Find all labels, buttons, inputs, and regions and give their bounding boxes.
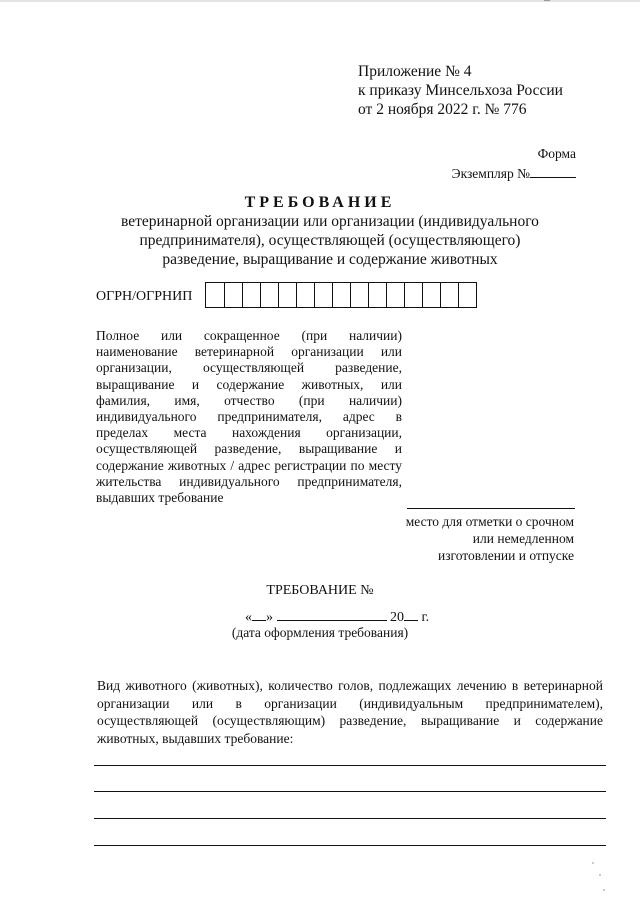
scan-speck: [599, 874, 601, 876]
year-prefix: 20: [390, 610, 404, 625]
scan-speck: [592, 862, 594, 864]
animals-caption: Вид животного (животных), количество голов, подлежащих лечению в ветеринарной организации или в организации (индивидуальным предпринимателем), осуществляющей (осуществляющим) разведение, выращивание и содержание животных, выдавших требование:: [97, 678, 603, 746]
date-open-quote: «: [245, 610, 252, 625]
appendix-number: Приложение № 4: [358, 63, 472, 80]
ogrn-digit-cell[interactable]: [440, 283, 458, 307]
scan-mark: [544, 0, 550, 1]
document-title: ТРЕБОВАНИЕ: [244, 194, 396, 211]
scan-speck: [603, 889, 605, 891]
ogrn-digit-cell[interactable]: [404, 283, 422, 307]
ogrn-digit-cell[interactable]: [422, 283, 440, 307]
copy-number-field: [452, 165, 576, 182]
ogrn-digit-cell[interactable]: [350, 283, 368, 307]
ogrn-input-boxes[interactable]: [205, 282, 477, 308]
urgent-mark-caption: [400, 513, 574, 564]
org-name-caption: Полное или сокращенное (при наличии) наименование ветеринарной организации или организации, осуществляющей разведение, выращивание и содержание животных, или фамилия, имя, отчество (при наличии) индивидуального предпринимателя, адрес в пределах места нахождения организации, осуществляющей разведение, выращивание и содержание животных / адрес регистрации по месту жительства индивидуального предпринимателя, выдавших требование: [96, 328, 402, 506]
fill-line-1[interactable]: [94, 765, 606, 766]
form-label: Форма: [537, 146, 576, 161]
ogrn-digit-cell[interactable]: [458, 283, 476, 307]
ogrn-digit-cell[interactable]: [278, 283, 296, 307]
ogrn-digit-cell[interactable]: [224, 283, 242, 307]
urgent-mark-line[interactable]: [407, 508, 575, 509]
appendix-order-ref: к приказу Минсельхоза России: [358, 82, 563, 99]
urgent-mark-line2: или немедленном: [472, 531, 574, 546]
urgent-mark-line3: изготовлении и отпуске: [437, 548, 574, 563]
date-field: [245, 608, 429, 626]
fill-line-3[interactable]: [94, 818, 606, 819]
ogrn-digit-cell[interactable]: [260, 283, 278, 307]
ogrn-digit-cell[interactable]: [242, 283, 260, 307]
fill-line-4[interactable]: [94, 845, 606, 846]
requirement-number-heading: ТРЕБОВАНИЕ №: [266, 583, 374, 598]
copy-number-label: Экземпляр №: [451, 166, 530, 181]
day-blank[interactable]: [252, 608, 266, 621]
urgent-mark-line1: место для отметки о срочном: [405, 514, 574, 529]
document-subtitle: ветеринарной организации или организации (индивидуального предпринимателя), осуществляющей (осуществляющего) разведение, выращивание и содержание животных: [121, 213, 539, 268]
date-caption: (дата оформления требования): [231, 625, 409, 640]
date-close-quote: »: [266, 610, 273, 625]
year-blank[interactable]: [404, 608, 418, 621]
ogrn-digit-cell[interactable]: [206, 283, 224, 307]
appendix-order-date: от 2 ноября 2022 г. № 776: [358, 101, 527, 118]
month-blank[interactable]: [277, 608, 387, 621]
ogrn-digit-cell[interactable]: [386, 283, 404, 307]
ogrn-digit-cell[interactable]: [314, 283, 332, 307]
fill-line-2[interactable]: [94, 791, 606, 792]
copy-number-blank[interactable]: [530, 165, 576, 178]
ogrn-digit-cell[interactable]: [296, 283, 314, 307]
ogrn-digit-cell[interactable]: [332, 283, 350, 307]
ogrn-label: ОГРН/ОГРНИП: [96, 289, 193, 304]
appendix-block: [358, 62, 563, 119]
year-suffix: г.: [421, 610, 430, 625]
ogrn-digit-cell[interactable]: [368, 283, 386, 307]
